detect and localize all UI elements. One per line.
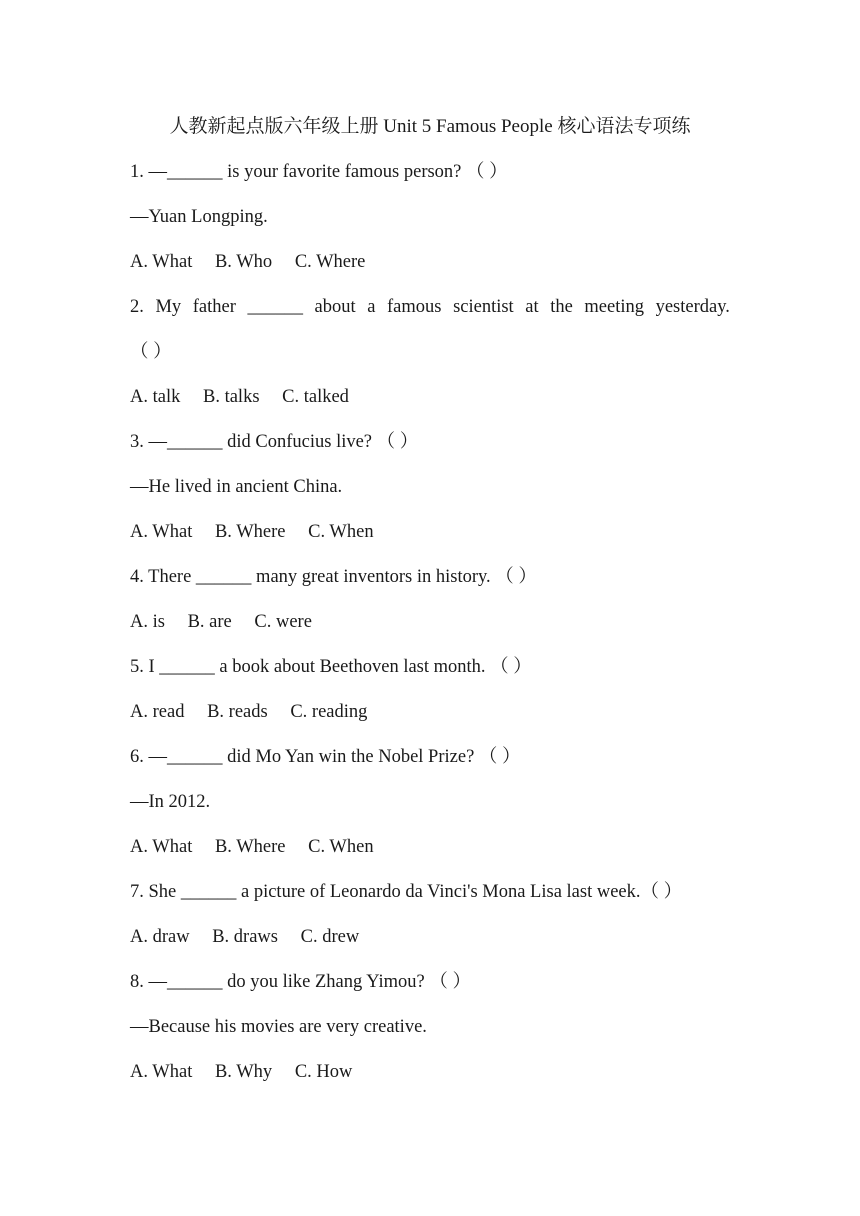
question-5-option-b: B. reads — [207, 702, 268, 722]
question-3-response: —He lived in ancient China. — [130, 477, 343, 497]
question-8-option-b: B. Why — [214, 1062, 273, 1082]
question-2-word: 2. — [130, 297, 144, 317]
question-5-option-a: A. read — [130, 702, 185, 722]
question-1-option-c: C. Where — [294, 252, 366, 272]
question-8-options — [130, 1057, 352, 1087]
question-2-option-c: C. talked — [282, 387, 349, 407]
question-3-option-a: A. What — [130, 522, 193, 542]
question-2-word: famous — [387, 297, 442, 317]
question-6-response: —In 2012. — [130, 792, 211, 812]
question-6-stem: 6. —______ did Mo Yan win the Nobel Prize? （ ） — [130, 747, 521, 767]
question-5-option-c: C. reading — [290, 702, 368, 722]
question-4-stem: 4. There ______ many great inventors in history. （ ） — [130, 567, 537, 587]
question-6-option-b: B. Where — [214, 837, 286, 857]
question-8-response: —Because his movies are very creative. — [130, 1017, 427, 1037]
question-2-option-a: A. talk — [130, 387, 181, 407]
question-3-option-b: B. Where — [214, 522, 286, 542]
question-3-option-c: C. When — [308, 522, 374, 542]
question-7-option-b: B. draws — [212, 927, 278, 947]
question-2-answer-bracket: （ ） — [130, 342, 172, 362]
question-2-word: scientist — [453, 297, 514, 317]
question-2-word: yesterday. — [655, 297, 730, 317]
question-5-options — [130, 697, 367, 727]
question-7-option-a: A. draw — [130, 927, 190, 947]
question-4-option-c: C. were — [254, 612, 312, 632]
question-1-stem: 1. —______ is your favorite famous person? （ ） — [130, 162, 508, 182]
question-8-option-a: A. What — [130, 1062, 193, 1082]
question-4-options — [130, 607, 312, 637]
question-7-stem: 7. She ______ a picture of Leonardo da Vinci's Mona Lisa last week.（ ） — [130, 882, 683, 902]
question-3-options — [130, 517, 374, 547]
question-6-option-c: C. When — [308, 837, 374, 857]
question-2-word: My — [155, 297, 182, 317]
question-8-option-c: C. How — [294, 1062, 353, 1082]
question-8-stem: 8. —______ do you like Zhang Yimou? （ ） — [130, 972, 472, 992]
question-5-stem: 5. I ______ a book about Beethoven last month. （ ） — [130, 657, 532, 677]
question-2-stem — [130, 292, 730, 322]
question-4-option-b: B. are — [187, 612, 232, 632]
question-2-options — [130, 382, 349, 412]
question-6-options — [130, 832, 374, 862]
question-2-word: ______ — [247, 297, 303, 317]
question-2-option-b: B. talks — [202, 387, 260, 407]
question-1-options — [130, 247, 365, 277]
question-1-response: —Yuan Longping. — [130, 207, 268, 227]
question-2-word: a — [367, 297, 376, 317]
question-4-option-a: A. is — [130, 612, 165, 632]
question-3-stem: 3. —______ did Confucius live? （ ） — [130, 432, 419, 452]
question-2-word: the — [550, 297, 573, 317]
question-2-word: about — [314, 297, 356, 317]
question-6-option-a: A. What — [130, 837, 193, 857]
question-1-option-b: B. Who — [214, 252, 273, 272]
question-7-option-c: C. drew — [300, 927, 360, 947]
question-2-word: father — [192, 297, 236, 317]
question-2-word: at — [525, 297, 539, 317]
document-title: 人教新起点版六年级上册 Unit 5 Famous People 核心语法专项练 — [169, 116, 691, 137]
question-7-options — [130, 922, 359, 952]
question-2-word: meeting — [584, 297, 644, 317]
question-1-option-a: A. What — [130, 252, 193, 272]
